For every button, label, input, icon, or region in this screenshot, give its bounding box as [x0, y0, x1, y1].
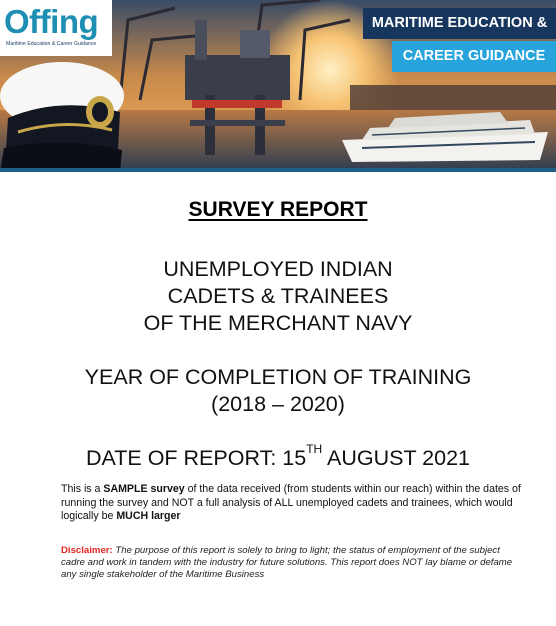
note-text-2: of the data received (from students within our reach) within the dates of running the survey and NOT a full analysis of ALL unemployed cadets and trainees, which would logically be	[61, 483, 521, 523]
sample-note	[61, 483, 521, 524]
subject-line-1: UNEMPLOYED INDIAN	[163, 257, 393, 281]
report-date	[0, 442, 556, 471]
report-subject	[0, 256, 556, 337]
tagline-maritime-education: MARITIME EDUCATION &	[363, 8, 556, 39]
report-title: SURVEY REPORT	[188, 198, 368, 221]
captain-cap-icon	[0, 62, 124, 172]
disclaimer	[61, 545, 517, 581]
date-suffix: AUGUST 2021	[322, 446, 471, 470]
subject-line-3: OF THE MERCHANT NAVY	[143, 311, 413, 335]
subject-line-2: CADETS & TRAINEES	[167, 284, 389, 308]
date-prefix: DATE OF REPORT: 15	[85, 446, 307, 470]
report-period	[0, 364, 556, 418]
tagline-career-guidance: CAREER GUIDANCE	[392, 41, 556, 72]
logo-tagline: Maritime Education & Career Guidance	[6, 41, 97, 47]
disclaimer-label: Disclaimer:	[61, 545, 113, 556]
period-line-2: (2018 – 2020)	[211, 392, 345, 416]
logo	[0, 0, 112, 56]
note-bold-1: SAMPLE survey	[103, 483, 185, 495]
note-bold-2: MUCH larger	[116, 510, 181, 523]
period-line-1: YEAR OF COMPLETION OF TRAINING	[84, 365, 472, 389]
note-text-1: This is a	[61, 483, 104, 495]
header-banner	[0, 0, 556, 172]
disclaimer-text: The purpose of this report is solely to bring to light; the status of employment of the subject cadre and work in tandem with the industry for future solutions. This report does NOT lay blame or defame any single stakeholder of the Maritime Business	[61, 545, 513, 580]
date-ordinal: TH	[306, 442, 323, 456]
logo-wordmark: Offing	[4, 3, 99, 40]
